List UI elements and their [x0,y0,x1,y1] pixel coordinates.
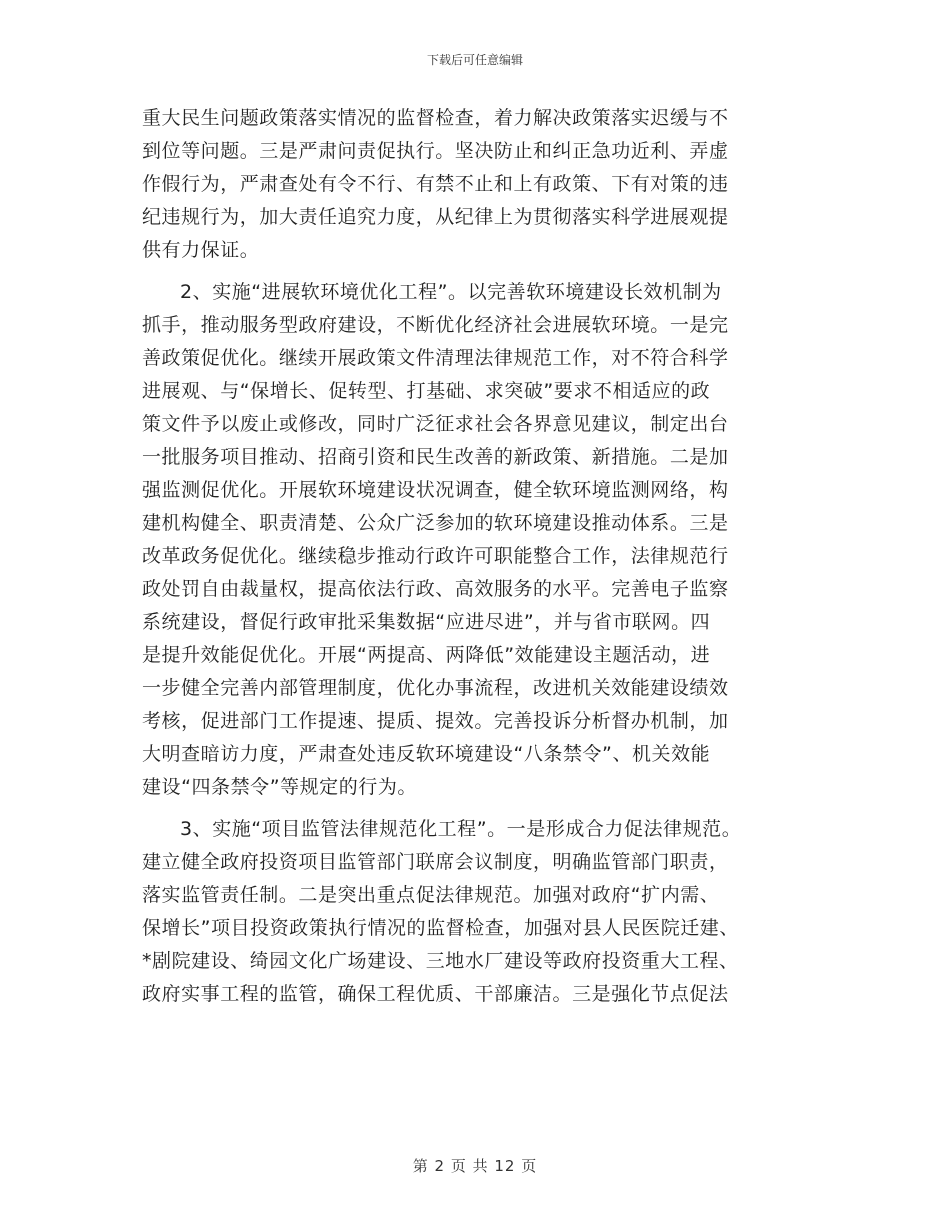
text-line: 重大民生问题政策落实情况的监督检查，着力解决政策落实迟缓与不 [142,107,729,129]
text-line: 强监测促优化。开展软环境建设状况调查，健全软环境监测网络，构 [142,479,729,501]
text-line: 抓手，推动服务型政府建设，不断优化经济社会进展软环境。一是完 [142,314,729,336]
text-line: 政府实事工程的监管，确保工程优质、干部廉洁。三是强化节点促法 [142,983,729,1005]
text-line: 保增长”项目投资政策执行情况的监督检查，加强对县人民医院迁建、 [142,917,739,939]
text-line: 改革政务促优化。继续稳步推动行政许可职能整合工作，法律规范行 [142,545,729,567]
text-line: 供有力保证。 [142,239,260,261]
text-line: 大明查暗访力度，严肃查处违反软环境建设“八条禁令”、机关效能 [142,743,711,765]
text-line: 作假行为，严肃查处有令不行、有禁不止和上有政策、下有对策的违 [142,173,729,195]
paragraph [142,102,822,267]
text-line: 一步健全完善内部管理制度，优化办事流程，改进机关效能建设绩效 [142,677,729,699]
text-line: 系统建设，督促行政审批采集数据“应进尽进”，并与省市联网。四 [142,611,711,633]
text-line: 是提升效能促优化。开展“两提高、两降低”效能建设主题活动，进 [142,644,711,666]
paragraph [142,813,822,1011]
page-header: 下载后可任意编辑 [426,53,523,67]
text-line: 考核，促进部门工作提速、提质、提效。完善投诉分析督办机制，加 [142,710,729,732]
text-line: 策文件予以废止或修改，同时广泛征求社会各界意见建议，制定出台 [142,413,729,435]
page-number: 第 2 页 共 12 页 [412,1157,538,1175]
paragraph [142,276,822,804]
text-line: 建机构健全、职责清楚、公众广泛参加的软环境建设推动体系。三是 [142,512,729,534]
text-line: 进展观、与“保增长、促转型、打基础、求突破”要求不相适应的政 [142,380,711,402]
document-body [142,102,822,1011]
text-line: 2、实施“进展软环境优化工程”。以完善软环境建设长效机制为 [180,281,722,303]
text-line: 到位等问题。三是严肃问责促执行。坚决防止和纠正急功近利、弄虚 [142,140,729,162]
text-line: 纪违规行为，加大责任追究力度，从纪律上为贯彻落实科学进展观提 [142,206,729,228]
text-line: 一批服务项目推动、招商引资和民生改善的新政策、新措施。二是加 [142,446,729,468]
text-line: 落实监管责任制。二是突出重点促法律规范。加强对政府“扩内需、 [142,884,720,906]
text-line: 政处罚自由裁量权，提高依法行政、高效服务的水平。完善电子监察 [142,578,729,600]
text-line: 3、实施“项目监管法律规范化工程”。一是形成合力促法律规范。 [180,818,742,840]
text-line: 善政策促优化。继续开展政策文件清理法律规范工作，对不符合科学 [142,347,729,369]
text-line: *剧院建设、绮园文化广场建设、三地水厂建设等政府投资重大工程、 [142,950,739,972]
text-line: 建设“四条禁令”等规定的行为。 [142,776,417,798]
text-line: 建立健全政府投资项目监管部门联席会议制度，明确监管部门职责， [142,851,729,873]
